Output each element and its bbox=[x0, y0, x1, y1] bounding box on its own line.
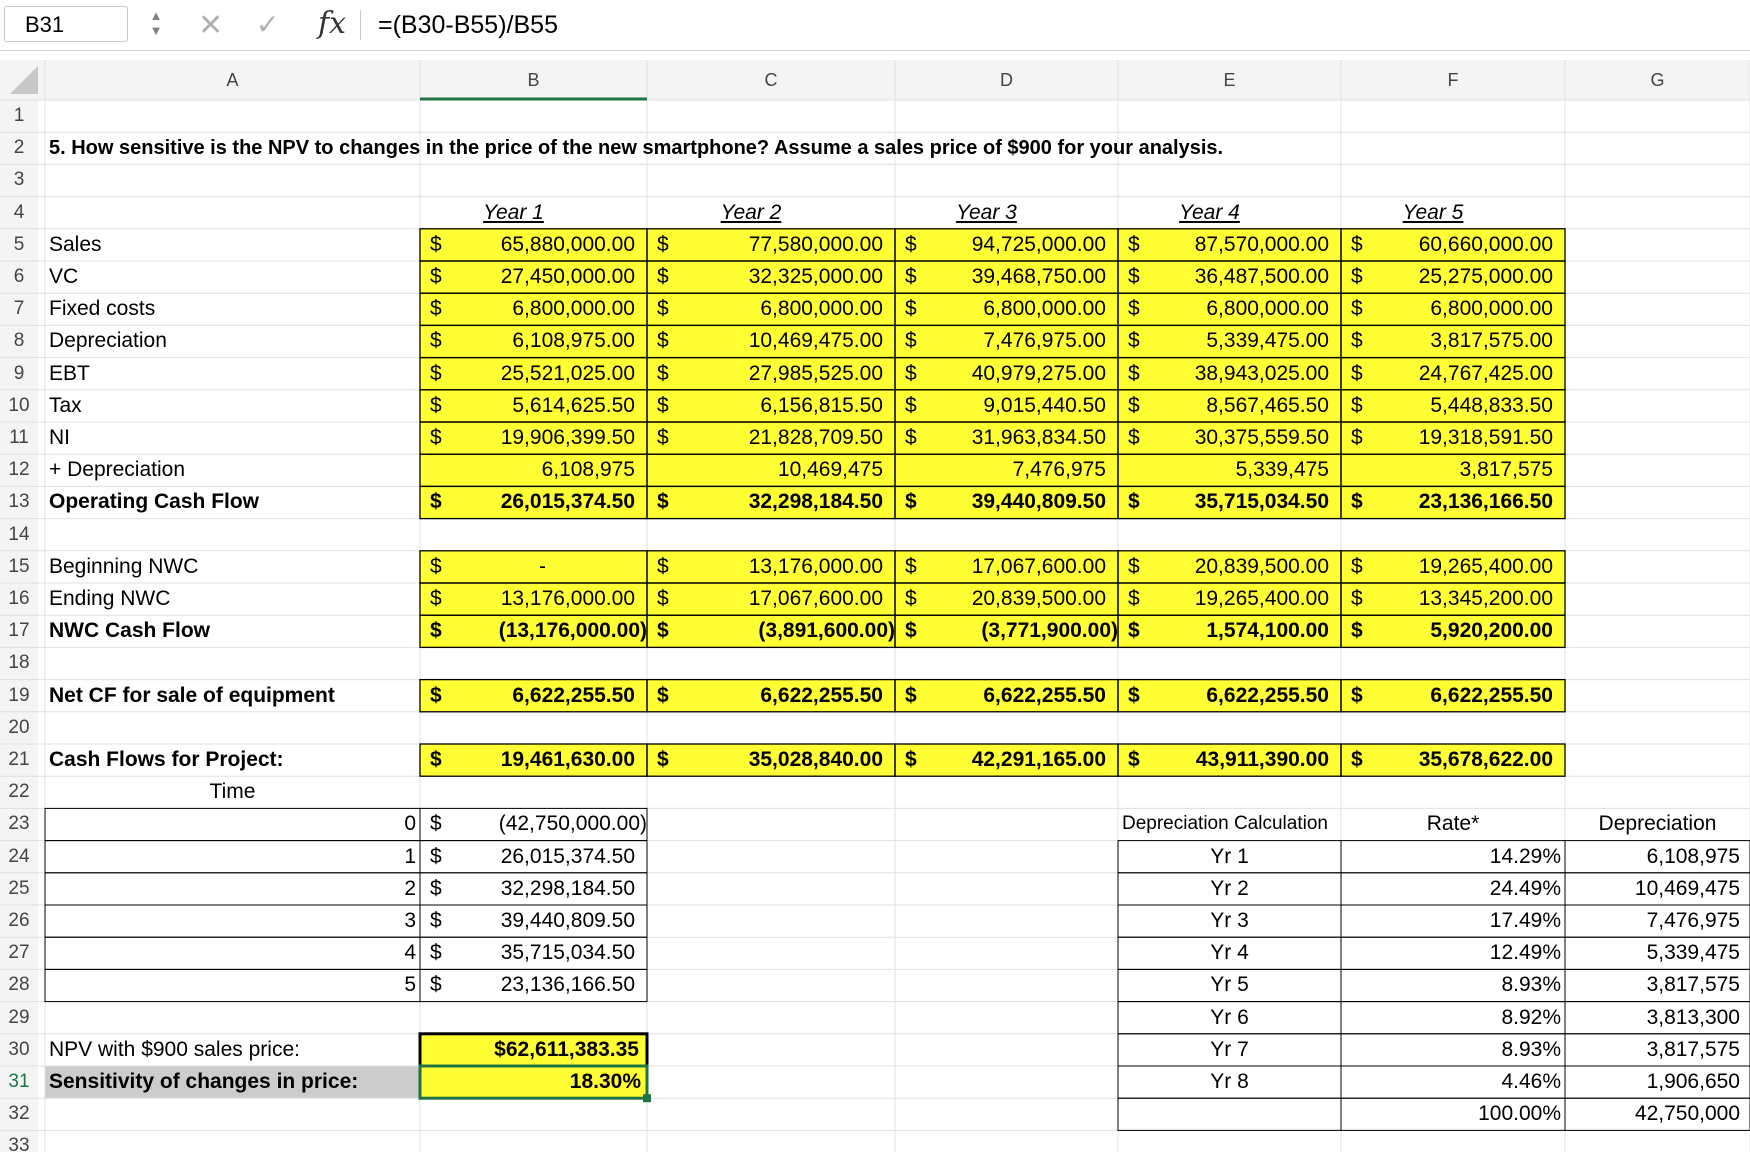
currency-symbol: $ bbox=[430, 297, 442, 321]
dep-rate[interactable]: 8.93% bbox=[1501, 973, 1561, 997]
currency-symbol: $ bbox=[1128, 554, 1140, 578]
currency-symbol: $ bbox=[1351, 554, 1363, 578]
cell-value[interactable]: 6,622,255.50 bbox=[1206, 683, 1329, 707]
row-header[interactable]: 6 bbox=[13, 266, 25, 287]
currency-symbol: $ bbox=[430, 554, 442, 578]
currency-symbol: $ bbox=[1128, 683, 1140, 707]
cell-value[interactable]: 32,298,184.50 bbox=[748, 490, 883, 514]
row-header[interactable]: 5 bbox=[13, 233, 25, 255]
cell-value[interactable]: 19,318,591.50 bbox=[1418, 426, 1553, 449]
currency-symbol: $ bbox=[1128, 265, 1140, 288]
depreciation-header: Depreciation Calculation bbox=[1122, 813, 1328, 835]
npv-label: NPV with $900 sales price: bbox=[49, 1037, 300, 1061]
cell-value[interactable]: 5,448,833.50 bbox=[1430, 393, 1553, 417]
depreciation-col-header: Depreciation bbox=[1598, 812, 1717, 836]
row-label: Sales bbox=[49, 232, 102, 256]
currency-symbol: $ bbox=[1351, 329, 1363, 353]
cell-value[interactable]: 87,570,000.00 bbox=[1194, 232, 1329, 256]
currency-symbol: $ bbox=[430, 232, 442, 256]
cell-value[interactable]: 36,487,500.00 bbox=[1194, 265, 1329, 288]
dep-amount[interactable]: 1,906,650 bbox=[1646, 1070, 1740, 1093]
currency-symbol: $ bbox=[1128, 361, 1140, 385]
cell-value[interactable]: 32,298,184.50 bbox=[500, 876, 635, 900]
currency-symbol: $ bbox=[1128, 393, 1140, 417]
cell-value[interactable]: (42,750,000.00) bbox=[498, 812, 647, 836]
column-header[interactable]: G bbox=[1650, 70, 1665, 90]
enter-icon[interactable]: ✓ bbox=[256, 9, 280, 40]
currency-symbol: $ bbox=[430, 490, 442, 514]
npv-value[interactable]: $62,611,383.35 bbox=[494, 1037, 639, 1061]
cell-value[interactable]: 6,156,815.50 bbox=[760, 393, 883, 417]
time-index: 4 bbox=[404, 941, 416, 965]
currency-symbol: $ bbox=[1351, 619, 1363, 643]
row-header[interactable]: 7 bbox=[13, 298, 25, 320]
currency-symbol: $ bbox=[657, 265, 669, 288]
cell-value[interactable]: 6,622,255.50 bbox=[983, 683, 1106, 707]
row-header[interactable]: 22 bbox=[8, 781, 30, 803]
currency-symbol: $ bbox=[430, 426, 442, 449]
cell-value[interactable]: 27,450,000.00 bbox=[500, 265, 635, 288]
dep-rate[interactable]: 17.49% bbox=[1489, 909, 1561, 932]
row-header[interactable]: 16 bbox=[8, 588, 30, 609]
cell-value[interactable]: 13,176,000.00 bbox=[748, 554, 883, 578]
dep-amount[interactable]: 7,476,975 bbox=[1646, 909, 1740, 932]
row-label: Ending NWC bbox=[49, 587, 171, 610]
dep-year: Yr 5 bbox=[1210, 973, 1249, 997]
currency-symbol: $ bbox=[1128, 587, 1140, 610]
cell-value[interactable]: 31,963,834.50 bbox=[971, 426, 1106, 449]
cell-value[interactable]: (3,891,600.00) bbox=[758, 619, 895, 643]
currency-symbol: $ bbox=[905, 748, 917, 771]
cell-value[interactable]: 35,028,840.00 bbox=[748, 748, 883, 771]
currency-symbol: $ bbox=[430, 941, 442, 965]
formula-bar-divider bbox=[360, 10, 361, 40]
spin-up-icon[interactable]: ▲ bbox=[149, 8, 163, 23]
cell-value[interactable]: 8,567,465.50 bbox=[1206, 393, 1329, 417]
currency-symbol: $ bbox=[1351, 232, 1363, 256]
currency-symbol: $ bbox=[430, 393, 442, 417]
year-header: Year 5 bbox=[1402, 200, 1464, 224]
row-label: + Depreciation bbox=[49, 458, 185, 482]
currency-symbol: $ bbox=[430, 619, 442, 643]
cell-border bbox=[1118, 1098, 1341, 1130]
cell-value[interactable]: 6,800,000.00 bbox=[983, 297, 1106, 321]
dep-amount[interactable]: 5,339,475 bbox=[1646, 941, 1740, 965]
currency-symbol: $ bbox=[430, 361, 442, 385]
row-header[interactable]: 29 bbox=[8, 1006, 30, 1028]
currency-symbol: $ bbox=[1128, 426, 1140, 449]
dep-amount[interactable]: 6,108,975 bbox=[1646, 844, 1740, 868]
dep-rate[interactable]: 24.49% bbox=[1489, 876, 1561, 900]
currency-symbol: $ bbox=[1351, 361, 1363, 385]
currency-symbol: $ bbox=[1128, 297, 1140, 321]
dep-amount[interactable]: 3,813,300 bbox=[1646, 1005, 1740, 1029]
cell-value[interactable]: 19,265,400.00 bbox=[1194, 587, 1329, 610]
name-box[interactable]: B31 bbox=[4, 6, 128, 42]
insert-function-icon[interactable]: fx bbox=[318, 6, 347, 41]
row-label: Operating Cash Flow bbox=[49, 490, 260, 514]
cell-value[interactable]: 5,920,200.00 bbox=[1430, 619, 1553, 643]
time-index: 5 bbox=[404, 973, 416, 997]
year-header: Year 2 bbox=[720, 200, 782, 224]
row-header[interactable]: 18 bbox=[8, 652, 30, 674]
currency-symbol: $ bbox=[905, 361, 917, 385]
row-header[interactable]: 13 bbox=[8, 491, 30, 513]
currency-symbol: $ bbox=[430, 876, 442, 900]
dep-year: Yr 4 bbox=[1210, 941, 1249, 965]
currency-symbol: $ bbox=[905, 393, 917, 417]
dep-rate-total[interactable]: 100.00% bbox=[1478, 1102, 1561, 1126]
cell-value[interactable]: 19,461,630.00 bbox=[500, 748, 635, 771]
column-header[interactable]: B bbox=[527, 70, 540, 90]
dep-year: Yr 7 bbox=[1210, 1037, 1249, 1061]
currency-symbol: $ bbox=[905, 490, 917, 514]
cell-value[interactable]: 6,108,975 bbox=[541, 458, 635, 482]
currency-symbol: $ bbox=[1351, 265, 1363, 288]
spreadsheet-grid[interactable] bbox=[0, 60, 1750, 1157]
cell-value[interactable]: (13,176,000.00) bbox=[498, 619, 647, 643]
cell-value[interactable]: 5,339,475.00 bbox=[1206, 329, 1329, 353]
spin-down-icon[interactable]: ▼ bbox=[149, 23, 163, 38]
row-header[interactable]: 10 bbox=[8, 394, 30, 416]
row-header[interactable]: 14 bbox=[8, 523, 30, 545]
currency-symbol: $ bbox=[1351, 587, 1363, 610]
cell-value[interactable]: 6,800,000.00 bbox=[1206, 297, 1329, 321]
currency-symbol: $ bbox=[657, 748, 669, 771]
currency-symbol: $ bbox=[1128, 329, 1140, 353]
row-header[interactable]: 9 bbox=[13, 362, 25, 384]
formula-bar bbox=[0, 0, 1750, 51]
currency-symbol: $ bbox=[905, 587, 917, 610]
column-header[interactable]: A bbox=[226, 70, 239, 90]
dep-year: Yr 1 bbox=[1210, 844, 1249, 868]
currency-symbol: $ bbox=[657, 361, 669, 385]
year-header: Year 4 bbox=[1179, 200, 1240, 224]
row-header[interactable]: 31 bbox=[8, 1071, 30, 1092]
currency-symbol: $ bbox=[430, 748, 442, 771]
cell-value[interactable]: 77,580,000.00 bbox=[748, 232, 883, 256]
currency-symbol: $ bbox=[657, 619, 669, 643]
row-label: NWC Cash Flow bbox=[49, 619, 210, 643]
currency-symbol: $ bbox=[905, 232, 917, 256]
currency-symbol: $ bbox=[657, 393, 669, 417]
cell-value[interactable]: 20,839,500.00 bbox=[1194, 554, 1329, 578]
cell-value[interactable]: 3,817,575 bbox=[1459, 458, 1553, 482]
row-label: Beginning NWC bbox=[49, 554, 199, 578]
dep-rate[interactable]: 8.93% bbox=[1501, 1037, 1561, 1061]
cell-value[interactable]: 20,839,500.00 bbox=[971, 587, 1106, 610]
currency-symbol: $ bbox=[1351, 748, 1363, 771]
currency-symbol: $ bbox=[1351, 297, 1363, 321]
currency-symbol: $ bbox=[430, 329, 442, 353]
cell-value[interactable]: 94,725,000.00 bbox=[971, 232, 1106, 256]
cell-value[interactable]: 6,800,000.00 bbox=[1430, 297, 1553, 321]
dep-year: Yr 8 bbox=[1210, 1070, 1249, 1093]
column-header[interactable]: F bbox=[1447, 70, 1459, 90]
cell-value[interactable]: 35,678,622.00 bbox=[1418, 748, 1553, 771]
name-box-spinner[interactable] bbox=[148, 8, 164, 42]
dep-rate[interactable]: 12.49% bbox=[1489, 941, 1561, 965]
fill-handle bbox=[643, 1094, 651, 1102]
dep-rate[interactable]: 8.92% bbox=[1501, 1005, 1561, 1029]
currency-symbol: $ bbox=[657, 587, 669, 610]
time-index: 1 bbox=[404, 844, 416, 868]
time-index: 0 bbox=[404, 812, 416, 836]
currency-symbol: $ bbox=[1128, 619, 1140, 643]
column-header[interactable]: E bbox=[1223, 70, 1236, 90]
cell-value[interactable]: 7,476,975 bbox=[1012, 458, 1106, 482]
row-header[interactable]: 24 bbox=[8, 845, 30, 867]
dep-rate[interactable]: 4.46% bbox=[1501, 1070, 1561, 1093]
dep-amount[interactable]: 3,817,575 bbox=[1646, 1037, 1740, 1061]
cell-value[interactable]: 39,468,750.00 bbox=[971, 265, 1106, 288]
sensitivity-label: Sensitivity of changes in price: bbox=[49, 1070, 359, 1093]
currency-symbol: $ bbox=[905, 426, 917, 449]
year-header: Year 3 bbox=[956, 200, 1017, 224]
cell-value[interactable]: 26,015,374.50 bbox=[500, 844, 635, 868]
cell-value[interactable]: 43,911,390.00 bbox=[1195, 748, 1329, 771]
cell-value[interactable]: 38,943,025.00 bbox=[1194, 361, 1329, 385]
row-header[interactable]: 19 bbox=[8, 684, 30, 706]
currency-symbol: $ bbox=[1128, 232, 1140, 256]
cell-value[interactable]: 13,345,200.00 bbox=[1418, 587, 1553, 610]
cell-value[interactable]: 6,622,255.50 bbox=[1430, 683, 1553, 707]
currency-symbol: $ bbox=[905, 265, 917, 288]
currency-symbol: $ bbox=[1351, 683, 1363, 707]
currency-symbol: $ bbox=[1351, 426, 1363, 449]
rate-header: Rate* bbox=[1426, 812, 1480, 836]
currency-symbol: $ bbox=[1351, 393, 1363, 417]
cell-value[interactable]: 5,614,625.50 bbox=[512, 393, 635, 417]
cell-value[interactable]: (3,771,900.00) bbox=[981, 619, 1118, 643]
cell-value[interactable]: 3,817,575.00 bbox=[1430, 329, 1553, 353]
cell-value[interactable]: 27,985,525.00 bbox=[748, 361, 883, 385]
currency-symbol: $ bbox=[657, 232, 669, 256]
column-header[interactable]: C bbox=[764, 70, 778, 90]
currency-symbol: $ bbox=[657, 554, 669, 578]
dep-amount[interactable]: 10,469,475 bbox=[1634, 876, 1740, 900]
cell-value[interactable]: 17,067,600.00 bbox=[971, 554, 1106, 578]
row-label: Fixed costs bbox=[49, 297, 156, 321]
row-header[interactable]: 32 bbox=[8, 1103, 30, 1125]
row-label: Depreciation bbox=[49, 329, 167, 353]
currency-symbol: $ bbox=[430, 683, 442, 707]
cell-value[interactable]: 21,828,709.50 bbox=[748, 426, 883, 449]
dep-year: Yr 2 bbox=[1210, 876, 1249, 900]
currency-symbol: $ bbox=[657, 426, 669, 449]
cell-value[interactable]: 6,800,000.00 bbox=[760, 297, 883, 321]
row-header[interactable]: 4 bbox=[13, 201, 25, 223]
currency-symbol: $ bbox=[430, 812, 442, 836]
sensitivity-value[interactable]: 18.30% bbox=[569, 1070, 641, 1093]
currency-symbol: $ bbox=[657, 329, 669, 353]
row-header[interactable]: 17 bbox=[8, 620, 30, 642]
cell-value[interactable]: 42,291,165.00 bbox=[971, 748, 1106, 771]
cell-value[interactable]: 13,176,000.00 bbox=[500, 587, 635, 610]
cell-value[interactable]: 10,469,475.00 bbox=[748, 329, 883, 353]
currency-symbol: $ bbox=[905, 683, 917, 707]
row-header[interactable]: 26 bbox=[8, 910, 30, 931]
cell-value[interactable]: 5,339,475 bbox=[1235, 458, 1329, 482]
row-header[interactable]: 33 bbox=[8, 1135, 30, 1157]
cell-value[interactable]: 7,476,975.00 bbox=[983, 329, 1106, 353]
row-label: EBT bbox=[49, 361, 90, 385]
row-label: Tax bbox=[49, 393, 82, 417]
currency-symbol: $ bbox=[430, 587, 442, 610]
cell-value[interactable]: - bbox=[539, 554, 546, 578]
time-label: Time bbox=[209, 780, 256, 804]
dep-amount[interactable]: 3,817,575 bbox=[1646, 973, 1740, 997]
currency-symbol: $ bbox=[430, 844, 442, 868]
cell-value[interactable]: 26,015,374.50 bbox=[500, 490, 635, 514]
year-header: Year 1 bbox=[483, 200, 544, 224]
cell-value[interactable]: 6,622,255.50 bbox=[760, 683, 883, 707]
row-header[interactable]: 12 bbox=[8, 459, 30, 481]
currency-symbol: $ bbox=[1128, 748, 1140, 771]
cell-value[interactable]: 25,521,025.00 bbox=[500, 361, 635, 385]
formula-input[interactable]: =(B30-B55)/B55 bbox=[378, 11, 558, 39]
dep-year: Yr 6 bbox=[1210, 1005, 1249, 1029]
cell-value[interactable]: 35,715,034.50 bbox=[500, 941, 635, 965]
row-header[interactable]: 8 bbox=[13, 330, 25, 352]
column-header[interactable]: D bbox=[1000, 70, 1013, 90]
time-index: 3 bbox=[404, 909, 416, 932]
row-header[interactable]: 28 bbox=[8, 974, 30, 996]
row-header[interactable]: 3 bbox=[13, 169, 25, 191]
row-header[interactable]: 1 bbox=[13, 105, 25, 126]
cell-value[interactable]: 17,067,600.00 bbox=[748, 587, 883, 610]
cell-value[interactable]: 32,325,000.00 bbox=[748, 265, 883, 288]
currency-symbol: $ bbox=[905, 297, 917, 321]
row-header[interactable]: 21 bbox=[8, 749, 30, 770]
currency-symbol: $ bbox=[657, 490, 669, 514]
cell-value[interactable]: 40,979,275.00 bbox=[971, 361, 1106, 385]
cell-value[interactable]: 19,265,400.00 bbox=[1418, 554, 1553, 578]
currency-symbol: $ bbox=[430, 909, 442, 932]
cell-value[interactable]: 23,136,166.50 bbox=[1418, 490, 1553, 514]
question-text: 5. How sensitive is the NPV to changes in the price of the new smartphone? Assume a sales price of $900 for your analysis. bbox=[49, 137, 1224, 160]
row-header[interactable]: 2 bbox=[13, 137, 25, 159]
cell-value[interactable]: 23,136,166.50 bbox=[500, 973, 635, 997]
row-header[interactable]: 15 bbox=[8, 555, 30, 577]
row-label: Cash Flows for Project: bbox=[49, 748, 284, 771]
cell-value[interactable]: 35,715,034.50 bbox=[1194, 490, 1329, 514]
cell-value[interactable]: 65,880,000.00 bbox=[500, 232, 635, 256]
dep-amount-total[interactable]: 42,750,000 bbox=[1634, 1102, 1740, 1126]
dep-year: Yr 3 bbox=[1210, 909, 1249, 932]
cell-value[interactable]: 10,469,475 bbox=[777, 458, 883, 482]
currency-symbol: $ bbox=[657, 297, 669, 321]
cell-value[interactable]: 6,800,000.00 bbox=[512, 297, 635, 321]
cell-value[interactable]: 1,574,100.00 bbox=[1206, 619, 1329, 643]
currency-symbol: $ bbox=[905, 554, 917, 578]
cell-value[interactable]: 19,906,399.50 bbox=[500, 426, 635, 449]
cell-value[interactable]: 24,767,425.00 bbox=[1418, 361, 1553, 385]
cell-value[interactable]: 6,622,255.50 bbox=[512, 683, 635, 707]
currency-symbol: $ bbox=[657, 683, 669, 707]
cell-value[interactable]: 39,440,809.50 bbox=[971, 490, 1106, 514]
cell-value[interactable]: 30,375,559.50 bbox=[1194, 426, 1329, 449]
currency-symbol: $ bbox=[1351, 490, 1363, 514]
row-header[interactable]: 27 bbox=[8, 942, 30, 964]
currency-symbol: $ bbox=[1128, 490, 1140, 514]
cell-value[interactable]: 6,108,975.00 bbox=[512, 329, 635, 353]
row-label: NI bbox=[49, 426, 70, 449]
time-index: 2 bbox=[404, 876, 416, 900]
currency-symbol: $ bbox=[905, 329, 917, 353]
currency-symbol: $ bbox=[430, 973, 442, 997]
row-header[interactable]: 11 bbox=[9, 427, 29, 448]
cell-value[interactable]: 39,440,809.50 bbox=[500, 909, 635, 932]
row-header[interactable]: 30 bbox=[8, 1038, 30, 1060]
row-label: VC bbox=[49, 265, 79, 288]
cell-value[interactable]: 60,660,000.00 bbox=[1418, 232, 1553, 256]
currency-symbol: $ bbox=[905, 619, 917, 643]
cell-value[interactable]: 25,275,000.00 bbox=[1418, 265, 1553, 288]
row-header[interactable]: 23 bbox=[8, 813, 30, 835]
row-header[interactable]: 25 bbox=[8, 877, 30, 899]
cell-value[interactable]: 9,015,440.50 bbox=[983, 393, 1106, 417]
dep-rate[interactable]: 14.29% bbox=[1489, 844, 1561, 868]
cancel-icon[interactable]: ✕ bbox=[198, 9, 224, 42]
row-header[interactable]: 20 bbox=[8, 716, 30, 738]
row-label: Net CF for sale of equipment bbox=[49, 683, 335, 707]
currency-symbol: $ bbox=[430, 265, 442, 288]
